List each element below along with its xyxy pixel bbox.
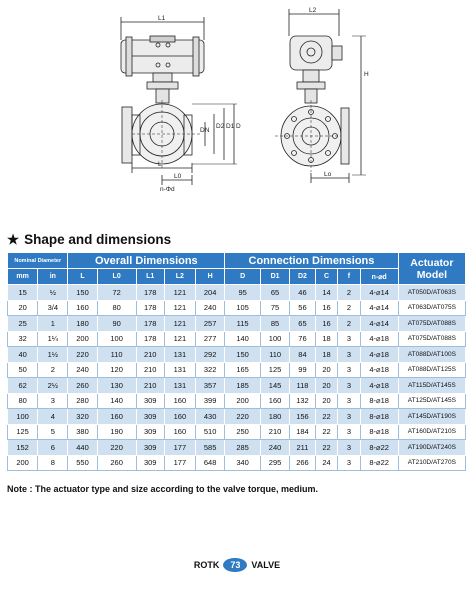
table-cell: 15 bbox=[8, 285, 38, 301]
table-cell: 22 bbox=[315, 440, 337, 456]
actuator-model-cell: AT075D/AT088S bbox=[398, 316, 465, 332]
torque-note: Note : The actuator type and size according to the valve torque, medium. bbox=[7, 484, 319, 494]
table-cell: 200 bbox=[8, 455, 38, 471]
table-cell: 3 bbox=[338, 424, 360, 440]
table-row bbox=[8, 285, 466, 301]
table-cell: 220 bbox=[225, 409, 261, 425]
table-cell: 292 bbox=[196, 347, 225, 363]
actuator-model-cell: AT115D/AT145S bbox=[398, 378, 465, 394]
page-number-badge: 73 bbox=[223, 558, 247, 572]
table-row bbox=[8, 393, 466, 409]
table-row bbox=[8, 362, 466, 378]
table-cell: 180 bbox=[261, 409, 290, 425]
table-cell: 160 bbox=[164, 424, 195, 440]
table-cell: 115 bbox=[225, 316, 261, 332]
table-cell: 3 bbox=[338, 347, 360, 363]
table-cell: 177 bbox=[164, 440, 195, 456]
page-footer bbox=[0, 558, 474, 572]
table-cell: 2 bbox=[338, 285, 360, 301]
label-DN: DN bbox=[200, 127, 210, 134]
table-row bbox=[8, 440, 466, 456]
table-cell: 260 bbox=[68, 378, 97, 394]
footer-brand: ROTK bbox=[193, 560, 220, 570]
table-cell: 25 bbox=[8, 316, 38, 332]
section-title bbox=[7, 232, 171, 248]
table-cell: 257 bbox=[196, 316, 225, 332]
table-cell: 131 bbox=[164, 378, 195, 394]
column-header-row bbox=[8, 269, 466, 285]
label-L: L bbox=[158, 161, 162, 168]
table-cell: 266 bbox=[290, 455, 316, 471]
table-cell: 260 bbox=[97, 455, 136, 471]
table-cell: 160 bbox=[261, 393, 290, 409]
table-cell: 16 bbox=[315, 300, 337, 316]
table-cell: 20 bbox=[315, 362, 337, 378]
table-cell: 2 bbox=[38, 362, 68, 378]
table-cell: 110 bbox=[261, 347, 290, 363]
table-cell: 72 bbox=[97, 285, 136, 301]
header-connection-dimensions: Connection Dimensions bbox=[225, 253, 399, 269]
table-cell: 8 bbox=[38, 455, 68, 471]
table-cell: 150 bbox=[225, 347, 261, 363]
table-row bbox=[8, 378, 466, 394]
table-cell: 160 bbox=[97, 409, 136, 425]
table-cell: 132 bbox=[290, 393, 316, 409]
actuator-model-cell: AT063D/AT075S bbox=[398, 300, 465, 316]
table-cell: 121 bbox=[164, 300, 195, 316]
label-D2: D2 bbox=[216, 123, 225, 130]
valve-technical-drawing bbox=[0, 0, 474, 228]
table-cell: 3 bbox=[38, 393, 68, 409]
table-cell: 3 bbox=[338, 362, 360, 378]
table-cell: 160 bbox=[164, 409, 195, 425]
table-cell: 2 bbox=[338, 300, 360, 316]
table-cell: 4-⌀14 bbox=[360, 300, 398, 316]
table-cell: 3 bbox=[338, 409, 360, 425]
table-cell: 40 bbox=[8, 347, 38, 363]
table-cell: 240 bbox=[261, 440, 290, 456]
table-cell: 1½ bbox=[38, 347, 68, 363]
table-cell: 140 bbox=[225, 331, 261, 347]
table-cell: 121 bbox=[164, 316, 195, 332]
table-cell: 160 bbox=[68, 300, 97, 316]
table-cell: 190 bbox=[97, 424, 136, 440]
table-cell: 152 bbox=[8, 440, 38, 456]
table-cell: 210 bbox=[136, 347, 164, 363]
table-cell: 550 bbox=[68, 455, 97, 471]
table-cell: 1¼ bbox=[38, 331, 68, 347]
actuator-model-cell: AT088D/AT125S bbox=[398, 362, 465, 378]
table-cell: 309 bbox=[136, 455, 164, 471]
table-cell: 3 bbox=[338, 331, 360, 347]
actuator-model-cell: AT050D/AT063S bbox=[398, 285, 465, 301]
column-header: C bbox=[315, 269, 337, 285]
table-cell: 20 bbox=[315, 393, 337, 409]
table-cell: 510 bbox=[196, 424, 225, 440]
table-cell: 125 bbox=[261, 362, 290, 378]
table-cell: 56 bbox=[290, 300, 316, 316]
table-cell: 295 bbox=[261, 455, 290, 471]
table-cell: 140 bbox=[97, 393, 136, 409]
table-cell: 62 bbox=[8, 378, 38, 394]
table-cell: 99 bbox=[290, 362, 316, 378]
table-row bbox=[8, 347, 466, 363]
table-cell: 22 bbox=[315, 424, 337, 440]
column-header: n-⌀d bbox=[360, 269, 398, 285]
table-cell: 8-⌀18 bbox=[360, 393, 398, 409]
table-cell: 24 bbox=[315, 455, 337, 471]
table-cell: 4 bbox=[38, 409, 68, 425]
table-cell: 46 bbox=[290, 285, 316, 301]
table-cell: 120 bbox=[97, 362, 136, 378]
table-cell: 8-⌀18 bbox=[360, 424, 398, 440]
label-L2: L2 bbox=[309, 7, 317, 14]
label-L1: L1 bbox=[158, 15, 166, 22]
column-header: L0 bbox=[97, 269, 136, 285]
table-cell: 430 bbox=[196, 409, 225, 425]
table-cell: 280 bbox=[68, 393, 97, 409]
table-cell: 200 bbox=[225, 393, 261, 409]
table-cell: 3 bbox=[338, 378, 360, 394]
label-L0: L0 bbox=[174, 173, 182, 180]
table-cell: 125 bbox=[8, 424, 38, 440]
actuator-model-cell: AT088D/AT100S bbox=[398, 347, 465, 363]
table-cell: 110 bbox=[97, 347, 136, 363]
table-cell: 150 bbox=[68, 285, 97, 301]
table-row bbox=[8, 331, 466, 347]
table-cell: 4-⌀18 bbox=[360, 362, 398, 378]
label-n-d: n-Φd bbox=[160, 186, 175, 193]
table-cell: 185 bbox=[225, 378, 261, 394]
table-cell: 130 bbox=[97, 378, 136, 394]
table-cell: 145 bbox=[261, 378, 290, 394]
table-cell: 80 bbox=[97, 300, 136, 316]
column-header: in bbox=[38, 269, 68, 285]
table-cell: 4-⌀18 bbox=[360, 378, 398, 394]
table-cell: 184 bbox=[290, 424, 316, 440]
section-title-text: Shape and dimensions bbox=[24, 232, 172, 247]
table-cell: 178 bbox=[136, 285, 164, 301]
column-header: mm bbox=[8, 269, 38, 285]
table-cell: 32 bbox=[8, 331, 38, 347]
table-cell: 309 bbox=[136, 440, 164, 456]
table-cell: 1 bbox=[38, 316, 68, 332]
table-cell: 178 bbox=[136, 331, 164, 347]
table-cell: 585 bbox=[196, 440, 225, 456]
table-cell: 250 bbox=[225, 424, 261, 440]
table-cell: 22 bbox=[315, 409, 337, 425]
table-cell: 65 bbox=[290, 316, 316, 332]
table-cell: 4-⌀14 bbox=[360, 316, 398, 332]
table-cell: 156 bbox=[290, 409, 316, 425]
table-cell: 2 bbox=[338, 316, 360, 332]
label-D1: D1 bbox=[226, 123, 235, 130]
table-cell: 240 bbox=[196, 300, 225, 316]
column-header: L2 bbox=[164, 269, 195, 285]
table-cell: 80 bbox=[8, 393, 38, 409]
table-cell: 20 bbox=[315, 378, 337, 394]
column-header: D2 bbox=[290, 269, 316, 285]
table-cell: 2½ bbox=[38, 378, 68, 394]
table-cell: 8-⌀22 bbox=[360, 455, 398, 471]
table-cell: ½ bbox=[38, 285, 68, 301]
table-cell: 320 bbox=[68, 409, 97, 425]
table-cell: 210 bbox=[136, 362, 164, 378]
table-cell: 180 bbox=[68, 316, 97, 332]
table-cell: 85 bbox=[261, 316, 290, 332]
table-cell: 18 bbox=[315, 347, 337, 363]
table-cell: 100 bbox=[261, 331, 290, 347]
table-cell: 100 bbox=[8, 409, 38, 425]
header-actuator-model: Actuator Model bbox=[398, 253, 465, 285]
column-header: L bbox=[68, 269, 97, 285]
table-cell: 309 bbox=[136, 393, 164, 409]
actuator-model-cell: AT190D/AT240S bbox=[398, 440, 465, 456]
table-cell: 220 bbox=[97, 440, 136, 456]
table-cell: 178 bbox=[136, 316, 164, 332]
table-cell: 95 bbox=[225, 285, 261, 301]
table-cell: 440 bbox=[68, 440, 97, 456]
actuator-model-cell: AT145D/AT190S bbox=[398, 409, 465, 425]
table-cell: 4-⌀18 bbox=[360, 347, 398, 363]
table-cell: 100 bbox=[97, 331, 136, 347]
actuator-model-cell: AT125D/AT145S bbox=[398, 393, 465, 409]
table-cell: 84 bbox=[290, 347, 316, 363]
table-cell: 399 bbox=[196, 393, 225, 409]
dimensions-table bbox=[7, 252, 466, 471]
table-cell: 165 bbox=[225, 362, 261, 378]
table-cell: 8-⌀18 bbox=[360, 409, 398, 425]
table-cell: 5 bbox=[38, 424, 68, 440]
table-cell: 16 bbox=[315, 316, 337, 332]
table-cell: 18 bbox=[315, 331, 337, 347]
header-nominal-diameter: Nominal Diameter bbox=[8, 253, 68, 269]
table-cell: 160 bbox=[164, 393, 195, 409]
column-header: D1 bbox=[261, 269, 290, 285]
table-cell: 178 bbox=[136, 300, 164, 316]
table-cell: 210 bbox=[136, 378, 164, 394]
table-cell: 322 bbox=[196, 362, 225, 378]
table-cell: 211 bbox=[290, 440, 316, 456]
table-cell: 8-⌀22 bbox=[360, 440, 398, 456]
table-cell: 65 bbox=[261, 285, 290, 301]
star-icon: ★ bbox=[7, 232, 20, 247]
table-cell: 380 bbox=[68, 424, 97, 440]
table-cell: 210 bbox=[261, 424, 290, 440]
table-cell: 240 bbox=[68, 362, 97, 378]
table-cell: 14 bbox=[315, 285, 337, 301]
table-cell: 357 bbox=[196, 378, 225, 394]
table-cell: 4-⌀14 bbox=[360, 285, 398, 301]
table-cell: 277 bbox=[196, 331, 225, 347]
table-cell: 220 bbox=[68, 347, 97, 363]
table-cell: 75 bbox=[261, 300, 290, 316]
table-cell: 131 bbox=[164, 347, 195, 363]
table-cell: 648 bbox=[196, 455, 225, 471]
table-cell: 3/4 bbox=[38, 300, 68, 316]
table-row bbox=[8, 455, 466, 471]
label-Lo: Lo bbox=[324, 171, 332, 178]
table-cell: 200 bbox=[68, 331, 97, 347]
table-cell: 105 bbox=[225, 300, 261, 316]
table-row bbox=[8, 300, 466, 316]
column-header: f bbox=[338, 269, 360, 285]
label-D: D bbox=[236, 123, 241, 130]
table-cell: 3 bbox=[338, 393, 360, 409]
table-cell: 340 bbox=[225, 455, 261, 471]
label-H: H bbox=[364, 71, 369, 78]
table-cell: 90 bbox=[97, 316, 136, 332]
column-header: L1 bbox=[136, 269, 164, 285]
table-cell: 121 bbox=[164, 331, 195, 347]
column-header: D bbox=[225, 269, 261, 285]
table-cell: 20 bbox=[8, 300, 38, 316]
table-cell: 177 bbox=[164, 455, 195, 471]
table-cell: 121 bbox=[164, 285, 195, 301]
table-cell: 50 bbox=[8, 362, 38, 378]
table-row bbox=[8, 409, 466, 425]
table-cell: 3 bbox=[338, 440, 360, 456]
actuator-model-cell: AT160D/AT210S bbox=[398, 424, 465, 440]
table-cell: 4-⌀18 bbox=[360, 331, 398, 347]
footer-suffix: VALVE bbox=[251, 560, 281, 570]
table-cell: 3 bbox=[338, 455, 360, 471]
table-cell: 204 bbox=[196, 285, 225, 301]
table-cell: 131 bbox=[164, 362, 195, 378]
actuator-model-cell: AT210D/AT270S bbox=[398, 455, 465, 471]
table-cell: 309 bbox=[136, 409, 164, 425]
table-cell: 76 bbox=[290, 331, 316, 347]
actuator-model-cell: AT075D/AT088S bbox=[398, 331, 465, 347]
table-row bbox=[8, 316, 466, 332]
table-row bbox=[8, 424, 466, 440]
table-cell: 118 bbox=[290, 378, 316, 394]
table-body bbox=[8, 285, 466, 471]
column-header: H bbox=[196, 269, 225, 285]
table-cell: 285 bbox=[225, 440, 261, 456]
table-cell: 6 bbox=[38, 440, 68, 456]
table-cell: 309 bbox=[136, 424, 164, 440]
header-overall-dimensions: Overall Dimensions bbox=[68, 253, 225, 269]
